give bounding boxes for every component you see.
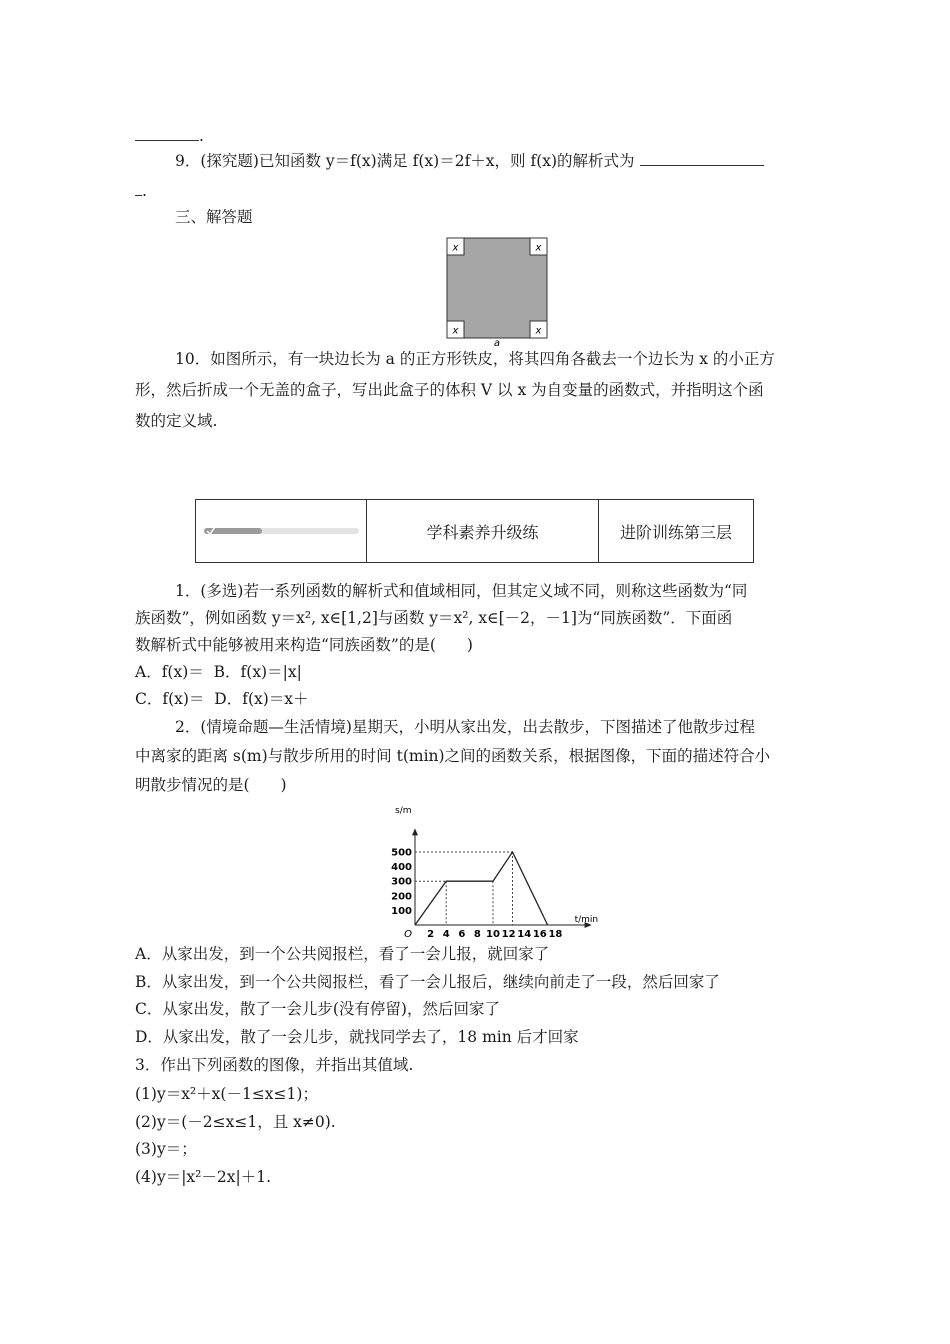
problem-2-line2: 中离家的距离 s(m)与散步所用的时间 t(min)之间的函数关系，根据图像，下面的描述符合小: [135, 747, 771, 765]
y-axis-label: s/m: [395, 806, 412, 816]
top-answer-blank: [135, 125, 204, 147]
side-label: a: [493, 338, 501, 349]
question-9-blank: [640, 151, 764, 166]
problem-1-options-cd: [135, 688, 309, 710]
option-a: A．f(x)＝: [135, 663, 204, 681]
section-title: 三、解答题: [175, 208, 253, 226]
question-10-line2: 形，然后折成一个无盖的盒子，写出此盒子的体积 V 以 x 为自变量的函数式，并指明这个函: [135, 381, 764, 399]
problem-3-item-4: (4)y＝|x²－2x|＋1.: [135, 1168, 272, 1186]
series-line: [415, 852, 548, 925]
problem-2-option-c: C．从家出发，散了一会儿步(没有停留)，然后回家了: [135, 1000, 500, 1018]
question-10-line1: 10．如图所示，有一块边长为 a 的正方形铁皮，将其四角各截去一个边长为 x 的小正方: [175, 350, 775, 368]
problem-2-line3: 明散步情况的是( ): [135, 776, 287, 794]
x-tick-label: 8: [473, 929, 481, 940]
problem-1-line1: 1．(多选)若一系列函数的解析式和值域相同，但其定义域不同，则称这些函数为“同: [175, 582, 748, 600]
x-tick-label: 10: [486, 929, 500, 940]
problem-1-line3: 数解析式中能够被用来构造“同族函数”的是( ): [135, 636, 473, 654]
walk-distance-chart: [375, 803, 599, 940]
square-sheet-figure: [440, 234, 556, 349]
problem-2-line1: 2．(情境命题—生活情境)星期天，小明从家出发，出去散步，下图描述了他散步过程: [175, 718, 755, 736]
question-9-continuation: .: [135, 180, 147, 202]
x-tick-label: 16: [532, 929, 547, 940]
origin-label: O: [404, 929, 412, 940]
level-header-decoration: [196, 500, 367, 562]
problem-1-options-ab: [135, 661, 302, 683]
corner-label: x: [452, 325, 459, 337]
y-tick-label: 200: [391, 891, 412, 903]
problem-3-item-1: (1)y＝x²＋x(－1≤x≤1)；: [135, 1085, 318, 1103]
level-header-subject: 学科素养升级练: [367, 500, 599, 562]
problem-3-title: 3．作出下列函数的图像，并指出其值域.: [135, 1056, 414, 1074]
x-tick-label: 18: [548, 929, 563, 940]
problem-3-item-2: (2)y＝(－2≤x≤1，且 x≠0).: [135, 1113, 336, 1131]
option-b: B．f(x)＝|x|: [213, 663, 302, 681]
option-c: C．f(x)＝: [135, 690, 205, 708]
y-tick-label: 300: [391, 876, 412, 888]
x-tick-label: 14: [517, 929, 532, 940]
question-9: [175, 150, 764, 172]
x-tick-label: 12: [501, 929, 516, 940]
x-axis-label: t/min: [574, 915, 599, 925]
level-header-level: 进阶训练第三层: [619, 522, 732, 542]
problem-1-line2: 族函数”，例如函数 y＝x², x∈[1,2]与函数 y＝x², x∈[－2，－1]为“同族函数”．下面函: [135, 609, 733, 627]
problem-3-item-3: (3)y＝；: [135, 1140, 197, 1158]
question-10-line3: 数的定义域.: [135, 412, 218, 430]
x-tick-label: 4: [442, 929, 450, 940]
y-axis-arrow: [412, 828, 418, 835]
progress-bar-icon: [204, 524, 360, 538]
x-tick-label: 6: [458, 929, 466, 940]
question-9-text: 9．(探究题)已知函数 y＝f(x)满足 f(x)＝2f＋x，则 f(x)的解析式为: [175, 152, 635, 170]
problem-2-option-b: B．从家出发，到一个公共阅报栏，看了一会儿报后，继续向前走了一段，然后回家了: [135, 973, 720, 991]
y-tick-label: 500: [391, 847, 412, 859]
corner-label: x: [452, 242, 459, 254]
problem-2-option-d: D．从家出发，散了一会儿步，就找同学去了，18 min 后才回家: [135, 1028, 579, 1046]
top-blank-period: .: [199, 127, 204, 145]
x-tick-label: 2: [427, 929, 435, 940]
corner-label: x: [535, 242, 542, 254]
corner-label: x: [535, 325, 542, 337]
y-tick-label: 400: [391, 862, 412, 874]
option-d: D．f(x)＝x＋: [214, 690, 309, 708]
level-header-table: [195, 499, 754, 563]
y-tick-label: 100: [391, 905, 412, 917]
problem-2-option-a: A．从家出发，到一个公共阅报栏，看了一会儿报，就回家了: [135, 945, 550, 963]
